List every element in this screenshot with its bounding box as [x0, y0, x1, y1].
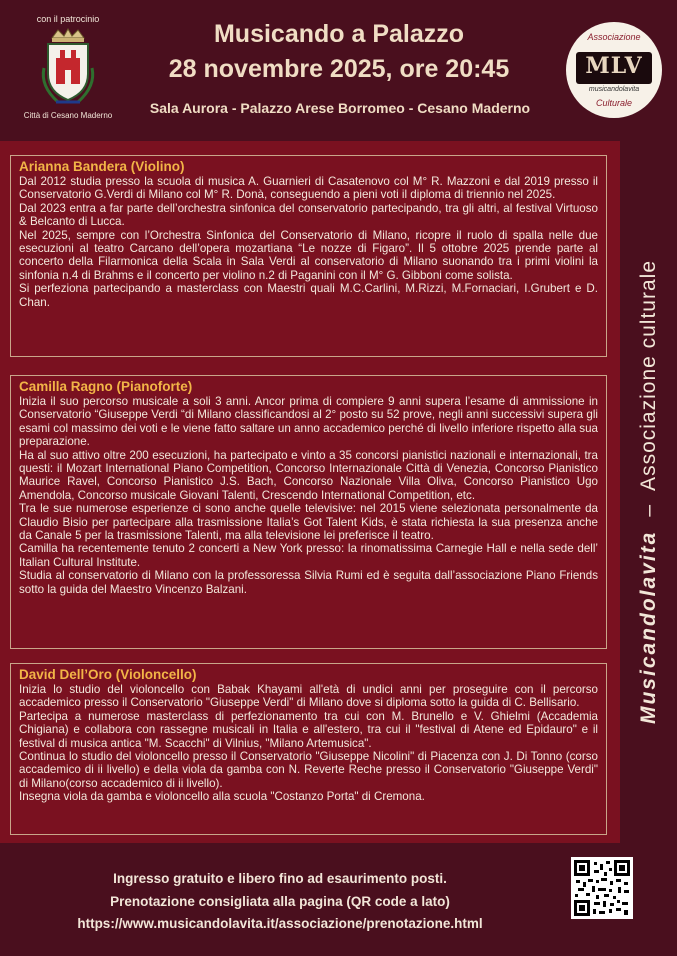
bio-title: Arianna Bandera (Violino) — [19, 159, 185, 174]
bio-paragraph: Camilla ha recentemente tenuto 2 concerti a New York presso: la rinomatissima Carnegie Hall e nella sede dell’ Italian Cultural Institute. — [19, 542, 598, 569]
booking-text: Prenotazione consigliata alla pagina (QR code a lato) — [110, 894, 450, 909]
side-banner-text — [637, 260, 661, 724]
booking-url-link[interactable]: https://www.musicandolavita.it/associazione/prenotazione.html — [77, 916, 483, 931]
bio-card-cello — [10, 663, 607, 835]
bio-paragraph: Inizia lo studio del violoncello con Babak Khayami all'età di undici anni per proseguire con il percorso accademico presso il Conservatorio "Giuseppe Verdi" di Milano dove si diploma sotto la guida di C. Bellisario. — [19, 683, 598, 710]
header — [0, 0, 677, 140]
city-crest-icon — [38, 28, 98, 108]
association-logo — [566, 22, 662, 118]
side-banner — [620, 141, 677, 843]
bio-paragraph: Insegna viola da gamba e violoncello alla scuola "Costanzo Porta" di Cremona. — [19, 790, 425, 804]
bio-paragraph: Si perfeziona partecipando a masterclass con Maestri quali M.C.Carlini, M.Rizzi, M.Fornaciari, I.Grubert e D. Chan. — [19, 282, 598, 309]
logo-letters: MLV — [585, 53, 643, 79]
logo-top-text: Associazione — [587, 32, 641, 42]
free-entry-text: Ingresso gratuito e libero fino ad esaurimento posti. — [113, 871, 447, 886]
side-association: Associazione culturale — [637, 259, 660, 491]
city-label: Città di Cesano Maderno — [23, 111, 113, 120]
footer — [0, 843, 677, 956]
qr-code-graphic — [574, 860, 630, 916]
bio-paragraph: Partecipa a numerose masterclass di perfezionamento tra cui con M. Brunello e V. Ghielmi (Accademia Chigiana) e collabora con rassegne musicali in Italia e all'estero, tra cui il "festival di Atene ed Epidauro" e il festival di musica antica "M. Scacchi" di Vilnius, "Milano Artemusica". — [19, 709, 598, 750]
side-brand: Musicandolavita — [637, 530, 660, 725]
bio-paragraph: Tra le sue numerose esperienze ci sono anche quelle televisive: nel 2015 viene selezionata personalmente da Claudio Bisio per partecipare alla trasmissione Italia’s Got Talent Kids, è stata richiesta la sua presenza anche da Canale 5 per la trasmissione Talenti, ma alla televisione lei preferisce il teatro. — [19, 502, 598, 543]
bio-paragraph: Continua lo studio del violoncello presso il Conservatorio "Giuseppe Nicolini" di Piacenza con J. Di Tonno (corso accademico di ii livello) e della viola da gamba con N. Reverte Reche presso il Conservatorio "Giuseppe Verdi" di Milano(corso accademico di ii livello). — [19, 750, 598, 790]
bio-card-piano — [10, 375, 607, 649]
bio-paragraph: Studia al conservatorio di Milano con la professoressa Silvia Rumi ed è seguita dall’associazione Piano Friends sotto la guida del Maestro Vincenzo Balzani. — [19, 569, 598, 596]
bio-paragraph: Inizia il suo percorso musicale a soli 3 anni. Ancor prima di compiere 9 anni supera l’esame di ammissione in Conservatorio “Giuseppe Verdi “di Milano classificandosi al 2° posto su 52 prove, negli anni successivi supera gli esami col massimo dei voti e le viene fatto saltare un anno accademico perché di livello inferiore rispetto alla sua preparazione. — [19, 395, 598, 449]
event-title: Musicando a Palazzo — [213, 20, 465, 48]
event-venue: Sala Aurora - Palazzo Arese Borromeo - Cesano Maderno — [149, 100, 531, 116]
bio-card-violin — [10, 155, 607, 357]
event-date: 28 novembre 2025, ore 20:45 — [168, 55, 510, 83]
side-dash: – — [637, 504, 660, 517]
bio-paragraph: Ha al suo attivo oltre 200 esecuzioni, ha partecipato e vinto a 35 concorsi pianistici nazionali e internazionali, tra questi: il Mozart International Piano Competition, Concorso Internazionale Città di Venezia, Concorso Pianistico Maurice Ravel, Concorso Pianistico J.S. Bach, Concorso Nazionale Villa Oliva, Concorso Pianistico Ugo Amendola, Concorso musicale Giovani Talenti, Crescendo International Competition, etc. — [19, 448, 598, 502]
logo-small-text: musicandolavita — [588, 86, 640, 93]
bio-title: David Dell’Oro (Violoncello) — [19, 667, 197, 682]
bio-title: Camilla Ragno (Pianoforte) — [19, 379, 193, 394]
patronage-label: con il patrocinio — [36, 14, 100, 24]
bio-paragraph: Dal 2012 studia presso la scuola di musica A. Guarnieri di Casatenovo col M° R. Mazzoni e dal 2019 presso il Conservatorio G.Verdi di Milano col M° R. Donà, conseguendo a pieni voti il diploma di triennio nel 2025. — [19, 175, 598, 202]
bios-panel — [0, 141, 620, 843]
bio-paragraph: Dal 2023 entra a far parte dell’orchestra sinfonica del conservatorio partecipando, tra gli altri, al festival Virtuoso & Belcanto di Lucca. — [19, 201, 598, 229]
logo-bottom-text: Culturale — [595, 98, 633, 108]
logo-band — [576, 52, 652, 84]
bio-paragraph: Nel 2025, sempre con l’Orchestra Sinfonica del Conservatorio di Milano, ricopre il ruolo di spalla nelle due esecuzioni al teatro Carcano dell’opera mozartiana “Le nozze di Figaro”. Il 5 ottobre 2025 prende parte al concerto della Filarmonica della Scala in Sala Verdi al conservatorio di Milano suonando tra i primi violini la sinfonia n.4 di Brahms e il concerto per violino n.2 di Paganini con il M° G. Gibboni come solista. — [19, 228, 598, 282]
qr-code-icon[interactable] — [571, 857, 633, 919]
patronage-block — [18, 14, 118, 120]
